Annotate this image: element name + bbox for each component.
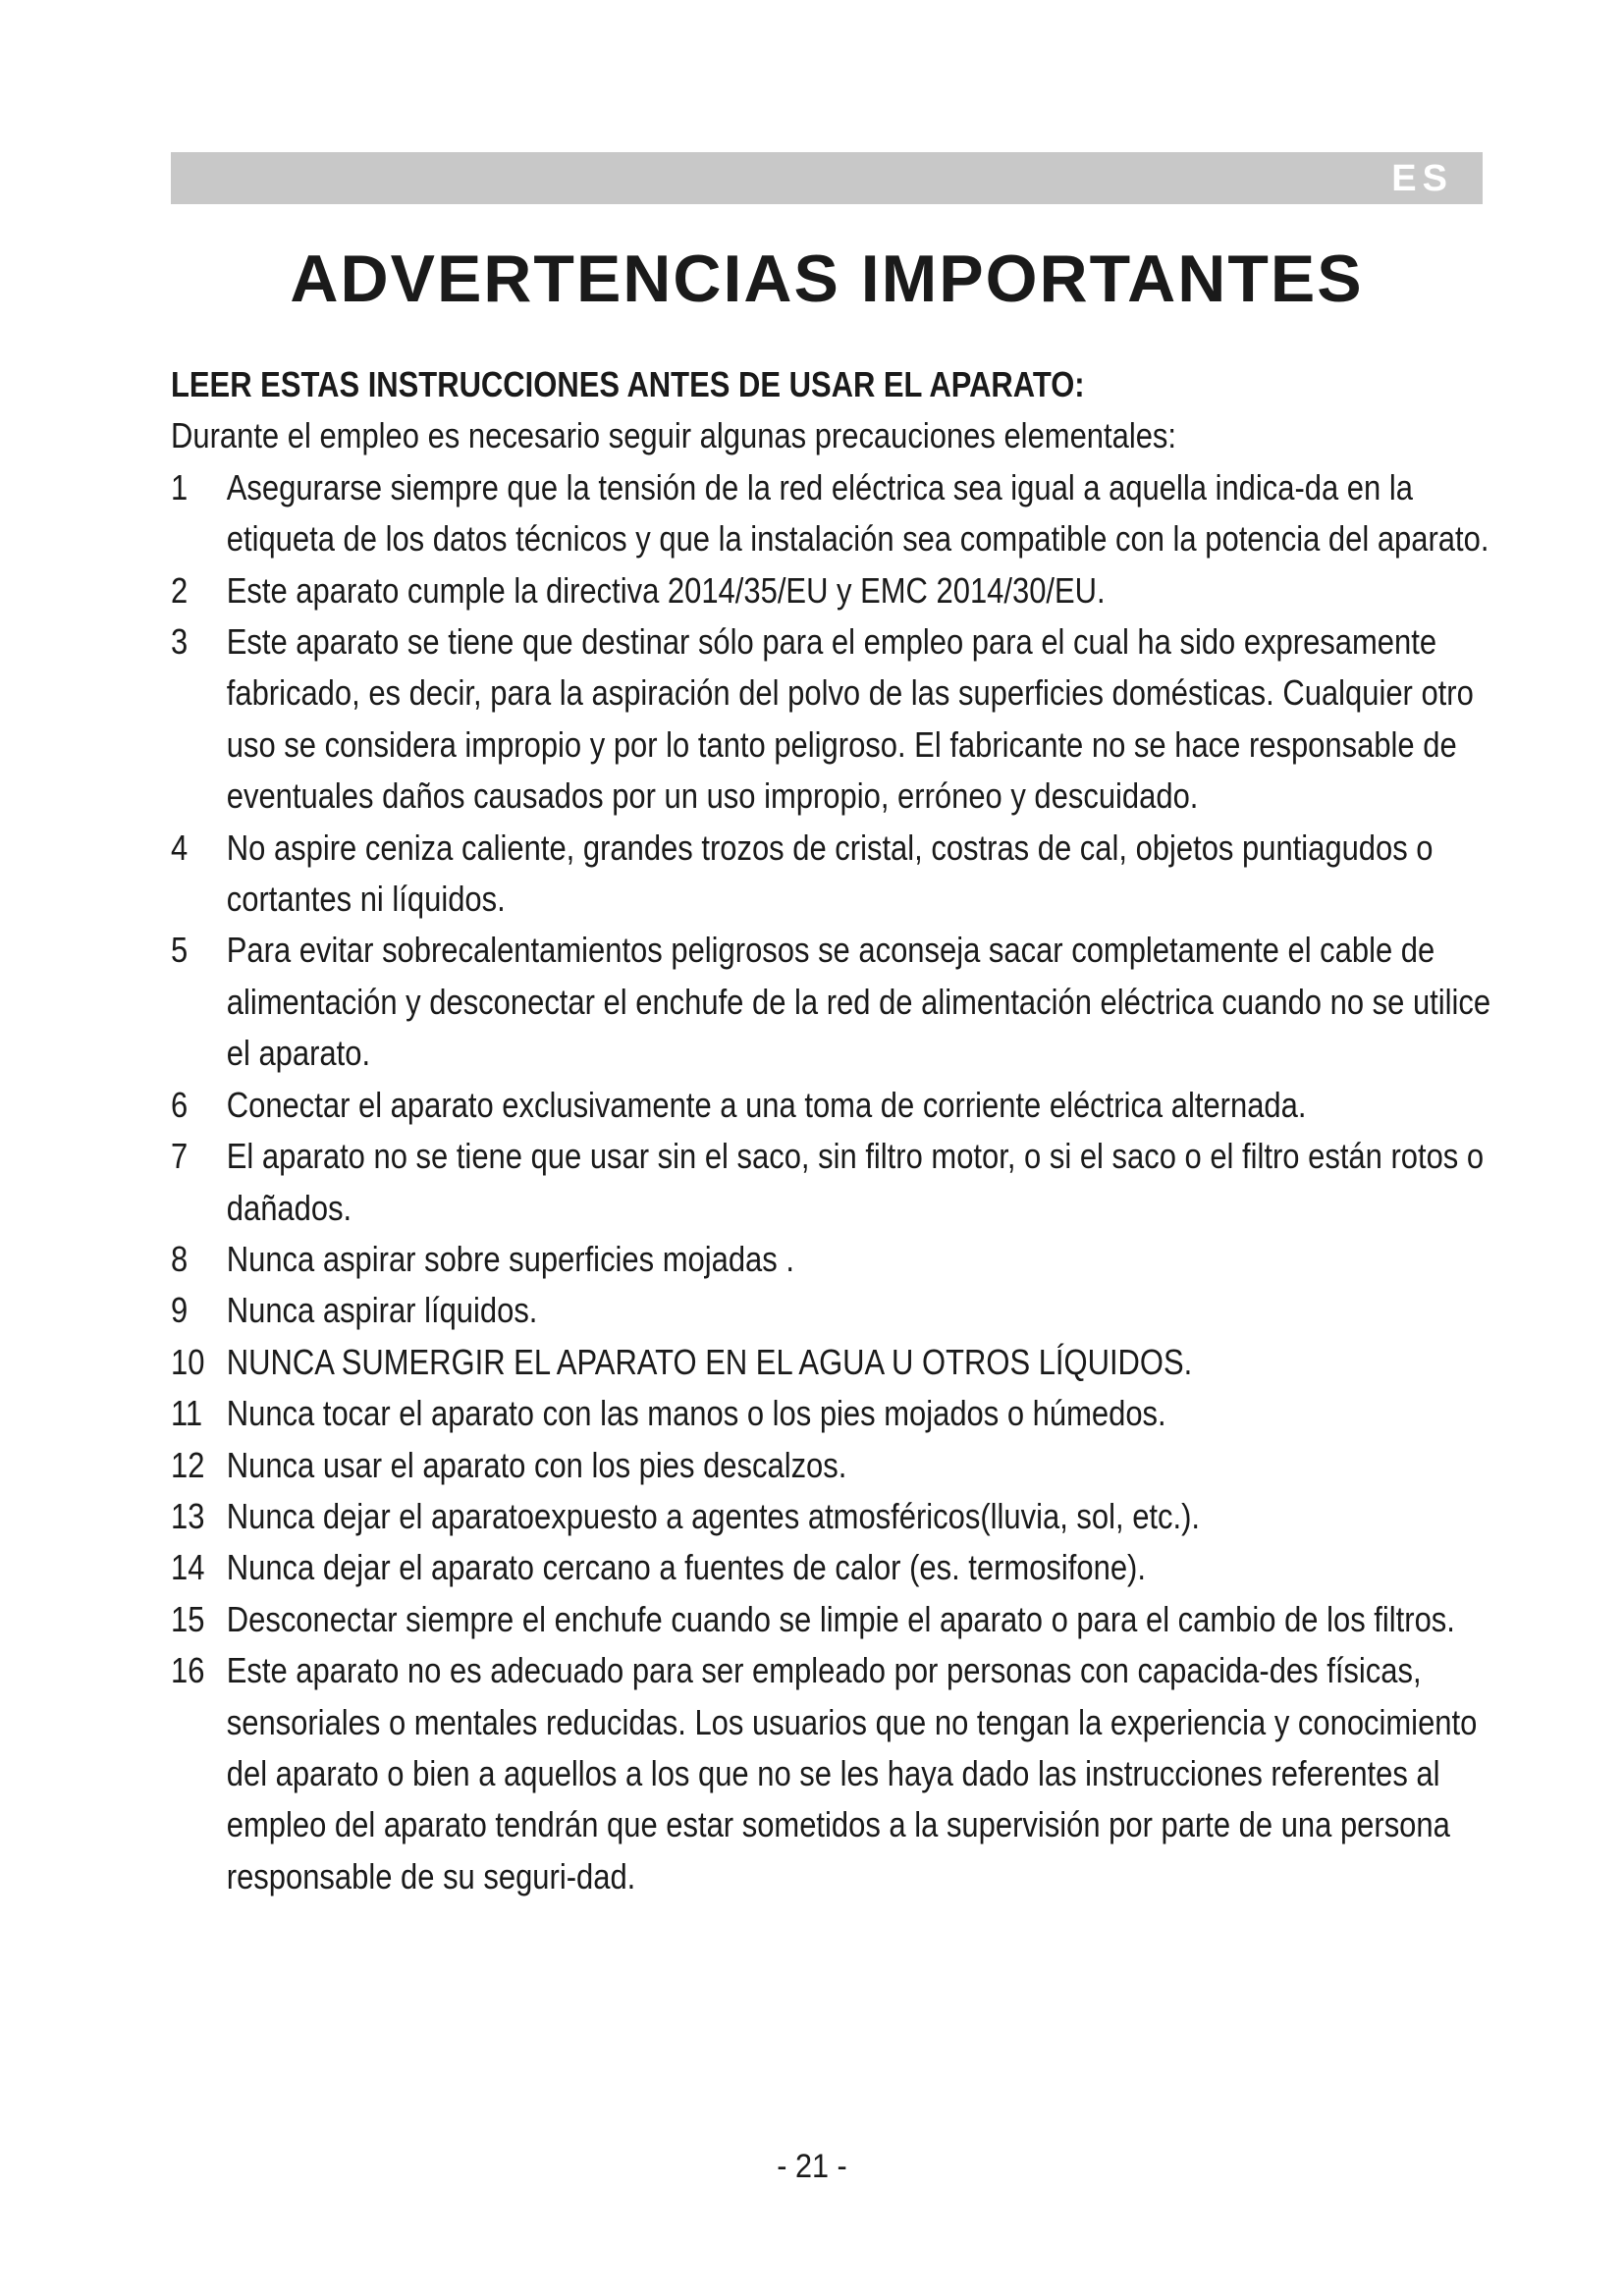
warning-item [171,1131,1491,1234]
intro-text: Durante el empleo es necesario seguir algunas precauciones elementales: [171,415,1177,456]
warning-text: Este aparato cumple la directiva 2014/35/EU y EMC 2014/30/EU. [226,569,1106,611]
warning-number: 16 [171,1650,205,1691]
warning-number: 15 [171,1598,205,1639]
warning-number: 9 [171,1290,189,1331]
warning-item [171,925,1491,1079]
warning-item [171,1491,1491,1542]
warning-item [171,565,1491,616]
warning-item [171,1594,1491,1645]
warning-item [171,1645,1491,1902]
warning-item [171,1080,1491,1131]
warning-text: Este aparato se tiene que destinar sólo para el empleo para el cual ha sido expresamente fabricado, es decir, para la aspiración del polvo de las superficies domésticas. Cualquier otro uso se considera impropio y por lo tanto peligroso. El fabricante no se hace responsable de eventuales daños causados por un uso impropio, erróneo y descuidado. [226,621,1474,817]
warning-item [171,1285,1491,1336]
warning-item [171,1234,1491,1285]
instructions-heading: LEER ESTAS INSTRUCCIONES ANTES DE USAR EL APARATO: [171,364,1085,404]
warning-number: 1 [171,466,189,507]
warning-number: 10 [171,1341,205,1382]
warning-text: Este aparato no es adecuado para ser empleado por personas con capacida-des físicas, sensoriales o mentales reducidas. Los usuarios que no tengan la experiencia y conocimiento del aparato o bien a aquellos a los que no se les haya dado las instrucciones referentes al empleo del aparato tendrán que estar sometidos a la supervisión por parte de una persona responsable de su seguri-dad. [226,1650,1478,1896]
warnings-content [171,359,1491,1902]
warning-text: Nunca aspirar sobre superficies mojadas . [226,1238,794,1279]
warning-text: El aparato no se tiene que usar sin el saco, sin filtro motor, o si el saco o el filtro están rotos o dañados. [226,1136,1485,1228]
warning-number: 8 [171,1238,189,1279]
warning-item [171,1542,1491,1593]
warning-number: 4 [171,827,189,868]
warning-number: 14 [171,1547,205,1588]
warning-text: Nunca tocar el aparato con las manos o los pies mojados o húmedos. [226,1393,1166,1434]
warning-text: Nunca usar el aparato con los pies descalzos. [226,1444,847,1485]
warning-number: 13 [171,1495,205,1536]
warning-text: Conectar el aparato exclusivamente a una toma de corriente eléctrica alternada. [226,1084,1307,1125]
page-title: ADVERTENCIAS IMPORTANTES [290,241,1364,316]
warning-number: 2 [171,569,189,611]
language-header-bar [171,152,1483,204]
warning-text: No aspire ceniza caliente, grandes trozos de cristal, costras de cal, objetos puntiagudos o cortantes ni líquidos. [226,827,1434,920]
warning-number: 6 [171,1084,189,1125]
warning-text: Asegurarse siempre que la tensión de la red eléctrica sea igual a aquella indica-da en la etiqueta de los datos técnicos y que la instalación sea compatible con la potencia del aparato. [226,466,1489,560]
page-number: - 21 - [777,2148,847,2185]
warning-number: 11 [171,1393,203,1434]
warning-number: 3 [171,621,189,663]
warning-text: Nunca dejar el aparatoexpuesto a agentes atmosféricos(lluvia, sol, etc.). [226,1495,1201,1536]
warning-number: 7 [171,1136,189,1177]
warning-text: Desconectar siempre el enchufe cuando se limpie el aparato o para el cambio de los filtros. [226,1598,1455,1639]
warning-text: Nunca aspirar líquidos. [226,1290,538,1331]
warning-item [171,823,1491,926]
warning-item [171,462,1491,565]
warning-item [171,1440,1491,1491]
warning-item [171,1337,1491,1388]
warning-item [171,616,1491,823]
warning-number: 5 [171,930,189,971]
language-code: ES [1391,158,1453,199]
warning-text: NUNCA SUMERGIR EL APARATO EN EL AGUA U OTROS LÍQUIDOS. [226,1341,1193,1382]
warning-text: Nunca dejar el aparato cercano a fuentes de calor (es. termosifone). [226,1547,1146,1588]
warning-number: 12 [171,1444,205,1485]
warnings-list [171,462,1491,1902]
warning-text: Para evitar sobrecalentamientos peligrosos se aconseja sacar completamente el cable de alimentación y desconectar el enchufe de la red de alimentación eléctrica cuando no se utilice el aparato. [226,930,1491,1074]
warning-item [171,1388,1491,1439]
